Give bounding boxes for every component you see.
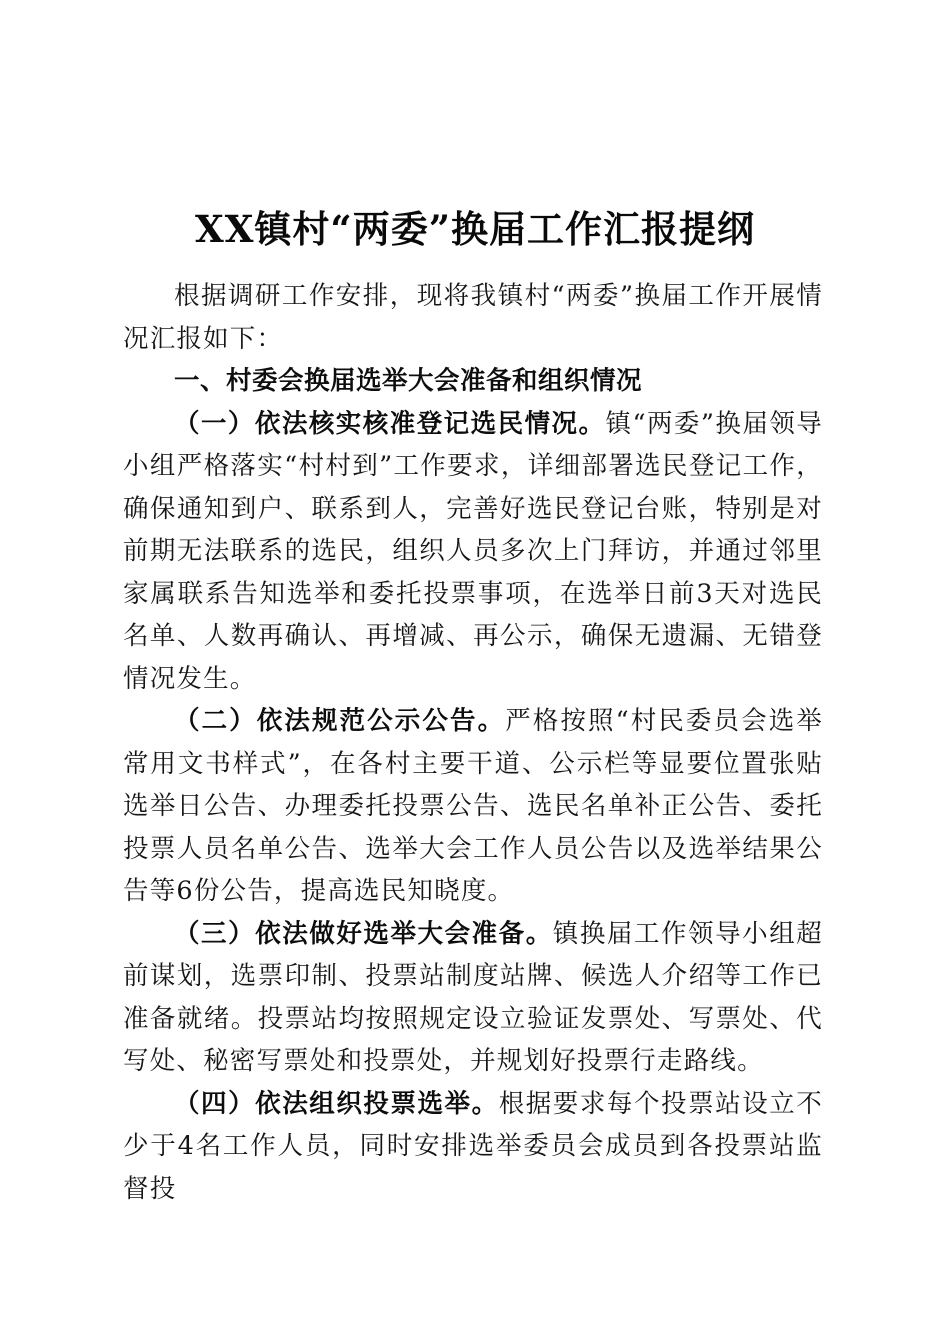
item-lead: （四）依法组织投票选举。: [174, 1088, 499, 1119]
document-title: XX镇村“两委”换届工作汇报提纲: [195, 206, 755, 251]
item-lead: （一）依法核实核准登记选民情况。: [174, 408, 606, 439]
item-text: 严格按照“村民委员会选举常用文书样式”，在各村主要干道、公示栏等显要位置张贴选举日公告、办理委托投票公告、选民名单补正公告、委托投票人员名单公告、选举大会工作人员公告以及选举结果公告等6份公告，提高选民知晓度。: [123, 706, 824, 906]
intro-paragraph: 根据调研工作安排，现将我镇村“两委”换届工作开展情况汇报如下：: [123, 281, 823, 354]
section-item-3: [123, 913, 823, 1083]
item-text: 镇换届工作领导小组超前谋划，选票印制、投票站制度站牌、候选人介绍等工作已准备就绪。投票站均按照规定设立验证发票处、写票处、代写处、秘密写票处和投票处，并规划好投票行走路线。: [123, 918, 823, 1076]
section-item-4: [123, 1083, 823, 1211]
item-text: 根据要求每个投票站设立不少于4名工作人员，同时安排选举委员会成员到各投票站监督投: [123, 1088, 824, 1204]
item-text: 镇“两委”换届领导小组严格落实“村村到”工作要求，详细部署选民登记工作，确保通知到户、联系到人，完善好选民登记台账，特别是对前期无法联系的选民，组织人员多次上门拜访，并通过邻里家属联系告知选举和委托投票事项，在选举日前3天对选民名单、人数再确认、再增减、再公示，确保无遗漏、无错登情况发生。: [123, 408, 823, 694]
section-item-1: [123, 403, 823, 701]
section-heading: 一、村委会换届选举大会准备和组织情况: [174, 366, 643, 396]
section-item-2: [123, 700, 823, 913]
document-body: [123, 275, 823, 1210]
item-lead: （二）依法规范公示公告。: [174, 706, 506, 736]
item-lead: （三）依法做好选举大会准备。: [174, 918, 553, 949]
